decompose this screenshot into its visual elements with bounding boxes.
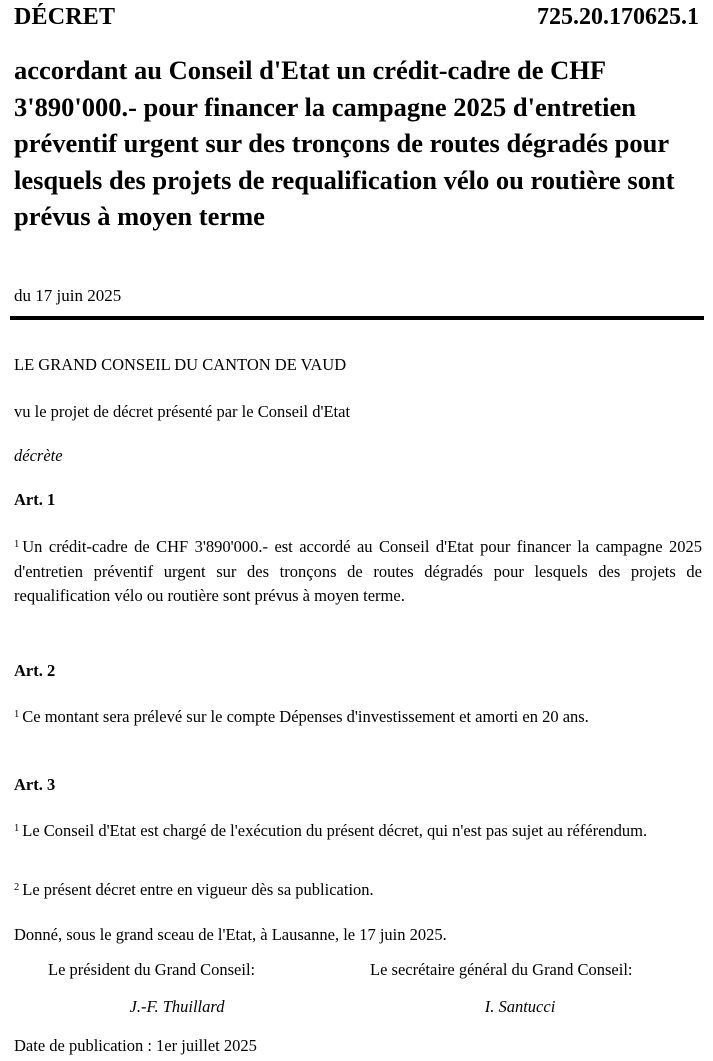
paragraph-text: Un crédit-cadre de CHF 3'890'000.- est accordé au Conseil d'Etat pour financer la campagne 2025 d'entretien préventif urgent sur des tronçons de routes dégradés pour lesquels des projets de requalification vélo ou routière sont prévus à moyen terme. [14, 537, 702, 605]
paragraph-number: 1 [14, 823, 20, 834]
paragraph-text: Le Conseil d'Etat est chargé de l'exécution du présent décret, qui n'est pas sujet au référendum. [22, 821, 648, 840]
paragraph-number: 1 [14, 709, 20, 720]
given-line: Donné, sous le grand sceau de l'Etat, à Lausanne, le 17 juin 2025. [14, 925, 447, 944]
paragraph-text: Le présent décret entre en vigueur dès sa publication. [22, 880, 374, 899]
decree-date: du 17 juin 2025 [14, 286, 122, 305]
paragraph-text: Ce montant sera prélevé sur le compte Dépenses d'investissement et amorti en 20 ans. [22, 707, 589, 726]
article-2-heading: Art. 2 [14, 661, 56, 680]
paragraph-number: 1 [14, 539, 20, 550]
paragraph-number: 2 [14, 882, 20, 893]
document-type: DÉCRET [14, 4, 116, 30]
article-1-paragraph-1 [14, 535, 702, 609]
article-2-paragraph-1 [14, 705, 702, 730]
article-3-heading: Art. 3 [14, 775, 56, 794]
header-divider [10, 316, 704, 320]
president-name: J.-F. Thuillard [129, 997, 225, 1016]
preamble-line: vu le projet de décret présenté par le Conseil d'Etat [14, 402, 351, 421]
decree-word: décrète [14, 446, 63, 465]
decree-title: accordant au Conseil d'Etat un crédit-cadre de CHF 3'890'000.- pour financer la campagne 2025 d'entretien préventif urgent sur des tronçons de routes dégradés pour lesquels des projets de requalification vélo ou routière sont prévus à moyen terme [14, 55, 675, 231]
publication-date: Date de publication : 1er juillet 2025 [14, 1036, 257, 1055]
president-title: Le président du Grand Conseil: [48, 960, 256, 979]
article-1-heading: Art. 1 [14, 490, 56, 509]
article-3-paragraph-2 [14, 878, 702, 903]
authority-line: LE GRAND CONSEIL DU CANTON DE VAUD [14, 355, 347, 374]
secretary-name: I. Santucci [484, 997, 556, 1016]
secretary-title: Le secrétaire général du Grand Conseil: [370, 960, 633, 979]
article-3-paragraph-1 [14, 819, 702, 844]
document-number: 725.20.170625.1 [537, 4, 699, 30]
